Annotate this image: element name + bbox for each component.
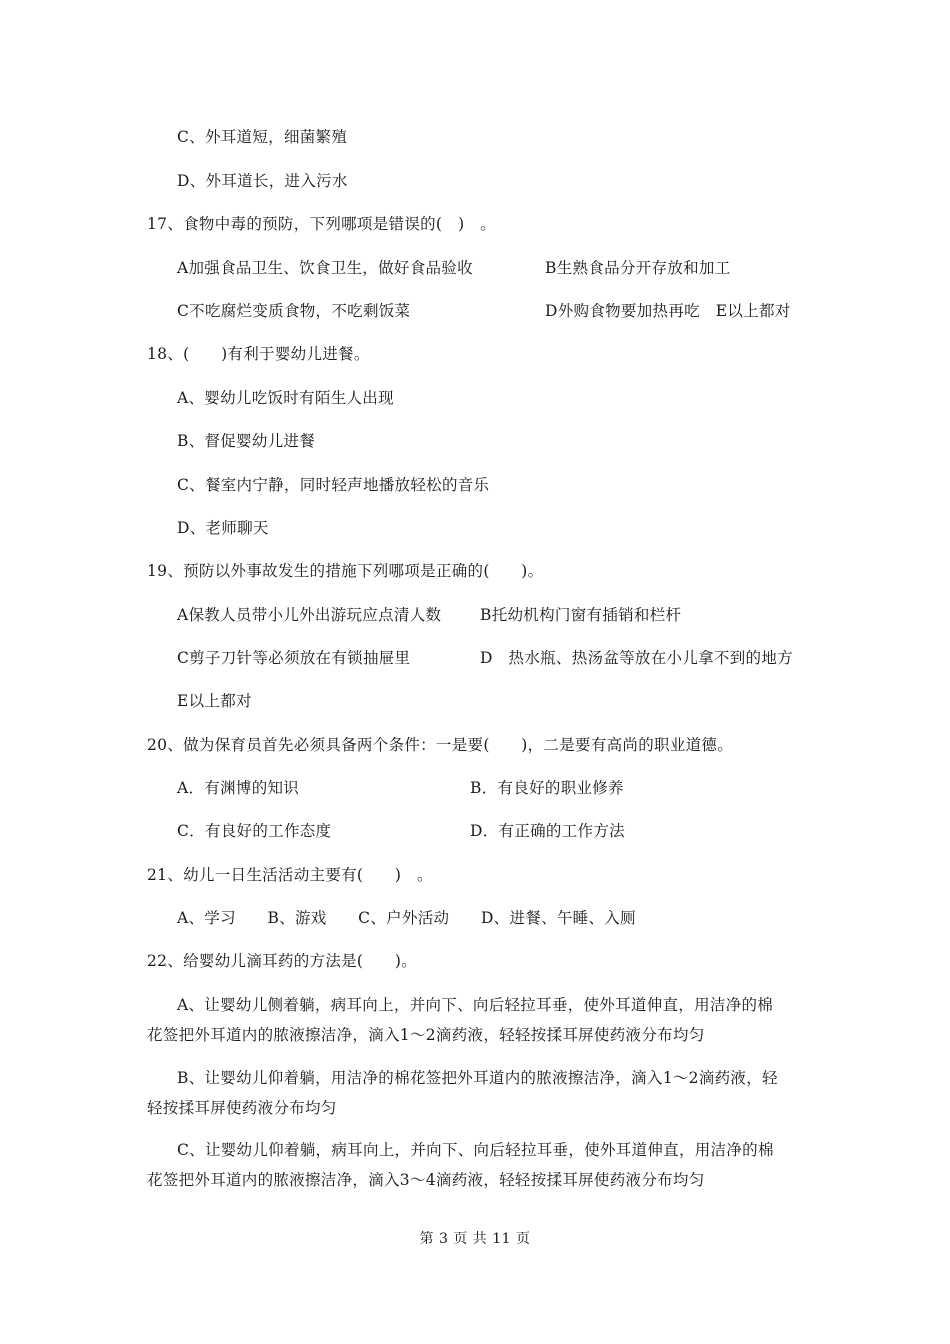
q18-option-d: D、老师聊天	[177, 519, 269, 537]
q20-option-c: C．有良好的工作态度	[177, 822, 332, 840]
q18-option-a: A、婴幼儿吃饭时有陌生人出现	[177, 389, 394, 407]
q17-option-de: D外购食物要加热再吃 E以上都对	[545, 302, 791, 320]
q17-option-b: B生熟食品分开存放和加工	[545, 259, 731, 277]
page-footer: 第 3 页 共 11 页	[419, 1231, 531, 1247]
q16-option-c: C、外耳道短，细菌繁殖	[177, 128, 348, 146]
q22-option-b-line2: 轻按揉耳屏使药液分布均匀	[147, 1099, 337, 1117]
q22-option-c-line1: C、让婴幼儿仰着躺，病耳向上，并向下、向后轻拉耳垂，使外耳道伸直，用洁净的棉	[177, 1141, 774, 1159]
q19-option-c: C剪子刀针等必须放在有锁抽屉里	[177, 649, 411, 667]
q22-option-a-line2: 花签把外耳道内的脓液擦洁净，滴入1～2滴药液，轻轻按揉耳屏使药液分布均匀	[147, 1026, 705, 1044]
q19-option-e: E以上都对	[177, 692, 252, 710]
q22-option-a-line1: A、让婴幼儿侧着躺，病耳向上，并向下、向后轻拉耳垂，使外耳道伸直，用洁净的棉	[177, 996, 774, 1014]
q17-option-c: C不吃腐烂变质食物，不吃剩饭菜	[177, 302, 411, 320]
q16-option-d: D、外耳道长，进入污水	[177, 172, 348, 190]
q19-option-a: A保教人员带小儿外出游玩应点清人数	[177, 606, 442, 624]
q18-option-b: B、督促婴幼儿进餐	[177, 432, 316, 450]
q22-option-b-line1: B、让婴幼儿仰着躺，用洁净的棉花签把外耳道内的脓液擦洁净，滴入1～2滴药液，轻	[177, 1069, 778, 1087]
q20-option-a: A．有渊博的知识	[177, 779, 300, 797]
q21-stem: 21、幼儿一日生活活动主要有( ) 。	[147, 866, 433, 884]
q22-stem: 22、给婴幼儿滴耳药的方法是( )。	[147, 952, 418, 970]
q17-stem: 17、食物中毒的预防，下列哪项是错误的( ) 。	[147, 215, 497, 233]
q21-options: A、学习 B、游戏 C、户外活动 D、进餐、午睡、入厕	[177, 909, 636, 927]
q19-option-b: B托幼机构门窗有插销和栏杆	[480, 606, 682, 624]
q22-option-c-line2: 花签把外耳道内的脓液擦洁净，滴入3～4滴药液，轻轻按揉耳屏使药液分布均匀	[147, 1171, 705, 1189]
q19-stem: 19、预防以外事故发生的措施下列哪项是正确的( )。	[147, 562, 544, 580]
q18-option-c: C、餐室内宁静，同时轻声地播放轻松的音乐	[177, 476, 490, 494]
q20-stem: 20、做为保育员首先必须具备两个条件：一是要( )，二是要有高尚的职业道德。	[147, 736, 734, 754]
q20-option-b: B．有良好的职业修养	[470, 779, 624, 797]
q17-option-a: A加强食品卫生、饮食卫生，做好食品验收	[177, 259, 473, 277]
q19-option-d: D 热水瓶、热汤盆等放在小儿拿不到的地方	[480, 649, 793, 667]
q18-stem: 18、( )有利于婴幼儿进餐。	[147, 345, 370, 363]
q20-option-d: D．有正确的工作方法	[470, 822, 625, 840]
